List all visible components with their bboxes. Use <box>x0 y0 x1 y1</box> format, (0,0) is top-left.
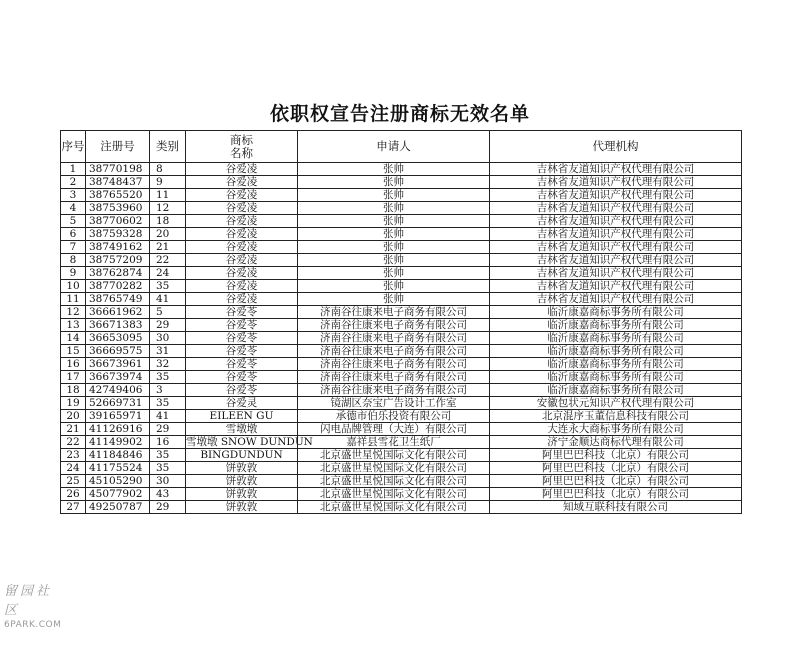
cell-no: 15 <box>61 345 86 358</box>
cell-reg: 38762874 <box>86 267 150 280</box>
cell-no: 21 <box>61 423 86 436</box>
table-row <box>61 371 742 384</box>
cell-agent: 吉林省友道知识产权代理有限公司 <box>490 215 742 228</box>
cell-class: 9 <box>150 176 186 189</box>
cell-agent: 吉林省友道知识产权代理有限公司 <box>490 163 742 176</box>
cell-reg: 39165971 <box>86 410 150 423</box>
cell-class: 35 <box>150 371 186 384</box>
table-row <box>61 410 742 423</box>
cell-reg: 38765520 <box>86 189 150 202</box>
cell-class: 35 <box>150 280 186 293</box>
cell-applicant: 北京盛世星悦国际文化有限公司 <box>298 501 490 514</box>
cell-applicant: 张帅 <box>298 163 490 176</box>
cell-mark: 雪墩墩 <box>186 423 298 436</box>
cell-agent: 阿里巴巴科技（北京）有限公司 <box>490 488 742 501</box>
cell-no: 4 <box>61 202 86 215</box>
cell-mark: 谷爱凌 <box>186 202 298 215</box>
header-reg: 注册号 <box>86 131 150 163</box>
cell-applicant: 镜湖区奈宝广告设计工作室 <box>298 397 490 410</box>
table-row <box>61 462 742 475</box>
cell-no: 23 <box>61 449 86 462</box>
cell-reg: 36671383 <box>86 319 150 332</box>
cell-reg: 38770602 <box>86 215 150 228</box>
cell-agent: 吉林省友道知识产权代理有限公司 <box>490 267 742 280</box>
cell-class: 29 <box>150 423 186 436</box>
cell-reg: 42749406 <box>86 384 150 397</box>
cell-class: 5 <box>150 306 186 319</box>
cell-reg: 38765749 <box>86 293 150 306</box>
cell-mark: 谷爱凌 <box>186 293 298 306</box>
cell-agent: 临沂康嘉商标事务所有限公司 <box>490 345 742 358</box>
cell-applicant: 北京盛世星悦国际文化有限公司 <box>298 449 490 462</box>
cell-class: 35 <box>150 449 186 462</box>
cell-class: 16 <box>150 436 186 449</box>
cell-no: 25 <box>61 475 86 488</box>
table-row <box>61 241 742 254</box>
cell-mark: 谷爱苓 <box>186 371 298 384</box>
watermark-domain: 6PARK.COM <box>4 620 62 630</box>
cell-agent: 吉林省友道知识产权代理有限公司 <box>490 228 742 241</box>
cell-applicant: 张帅 <box>298 293 490 306</box>
cell-applicant: 张帅 <box>298 228 490 241</box>
cell-applicant: 张帅 <box>298 267 490 280</box>
cell-agent: 吉林省友道知识产权代理有限公司 <box>490 280 742 293</box>
cell-class: 21 <box>150 241 186 254</box>
cell-class: 35 <box>150 462 186 475</box>
cell-applicant: 济南谷往康来电子商务有限公司 <box>298 358 490 371</box>
cell-mark: 谷爱凌 <box>186 215 298 228</box>
cell-class: 22 <box>150 254 186 267</box>
cell-reg: 38770198 <box>86 163 150 176</box>
document-title: 依职权宣告注册商标无效名单 <box>269 103 530 125</box>
cell-applicant: 济南谷往康来电子商务有限公司 <box>298 371 490 384</box>
cell-mark: 谷爱苓 <box>186 319 298 332</box>
table-row <box>61 215 742 228</box>
cell-no: 27 <box>61 501 86 514</box>
table-row <box>61 332 742 345</box>
header-mark <box>186 131 298 163</box>
cell-class: 31 <box>150 345 186 358</box>
cell-agent: 临沂康嘉商标事务所有限公司 <box>490 358 742 371</box>
cell-reg: 45105290 <box>86 475 150 488</box>
table-row <box>61 423 742 436</box>
cell-applicant: 张帅 <box>298 189 490 202</box>
cell-no: 3 <box>61 189 86 202</box>
header-no: 序号 <box>61 131 86 163</box>
cell-applicant: 张帅 <box>298 280 490 293</box>
cell-no: 9 <box>61 267 86 280</box>
cell-agent: 临沂康嘉商标事务所有限公司 <box>490 371 742 384</box>
cell-class: 12 <box>150 202 186 215</box>
cell-class: 18 <box>150 215 186 228</box>
table-row <box>61 436 742 449</box>
cell-applicant: 承德市伯乐投资有限公司 <box>298 410 490 423</box>
cell-reg: 36673974 <box>86 371 150 384</box>
cell-agent: 吉林省友道知识产权代理有限公司 <box>490 202 742 215</box>
cell-no: 14 <box>61 332 86 345</box>
table-row <box>61 202 742 215</box>
watermark-logo-text: 留园社区 <box>4 584 53 618</box>
cell-reg: 36661962 <box>86 306 150 319</box>
cell-applicant: 张帅 <box>298 176 490 189</box>
cell-agent: 阿里巴巴科技（北京）有限公司 <box>490 475 742 488</box>
cell-mark: 谷爱凌 <box>186 189 298 202</box>
table-row <box>61 280 742 293</box>
table-row <box>61 189 742 202</box>
table-row <box>61 488 742 501</box>
cell-mark: 谷爱凌 <box>186 228 298 241</box>
cell-mark: 谷爱苓 <box>186 384 298 397</box>
cell-class: 43 <box>150 488 186 501</box>
cell-no: 10 <box>61 280 86 293</box>
cell-class: 30 <box>150 475 186 488</box>
table-row <box>61 163 742 176</box>
cell-mark: 谷爱凌 <box>186 267 298 280</box>
cell-agent: 吉林省友道知识产权代理有限公司 <box>490 241 742 254</box>
cell-no: 17 <box>61 371 86 384</box>
cell-mark: 饼敦敦 <box>186 475 298 488</box>
cell-mark: 谷爱凌 <box>186 163 298 176</box>
cell-agent: 吉林省友道知识产权代理有限公司 <box>490 254 742 267</box>
cell-mark: EILEEN GU <box>186 410 298 423</box>
table-row <box>61 228 742 241</box>
cell-reg: 41175524 <box>86 462 150 475</box>
cell-agent: 吉林省友道知识产权代理有限公司 <box>490 176 742 189</box>
table-row <box>61 345 742 358</box>
cell-no: 19 <box>61 397 86 410</box>
cell-no: 22 <box>61 436 86 449</box>
cell-no: 1 <box>61 163 86 176</box>
table-row <box>61 384 742 397</box>
cell-agent: 临沂康嘉商标事务所有限公司 <box>490 332 742 345</box>
cell-no: 6 <box>61 228 86 241</box>
cell-agent: 吉林省友道知识产权代理有限公司 <box>490 293 742 306</box>
cell-reg: 38748437 <box>86 176 150 189</box>
cell-mark: 谷爱凌 <box>186 176 298 189</box>
cell-mark: BINGDUNDUN <box>186 449 298 462</box>
cell-no: 5 <box>61 215 86 228</box>
cell-applicant: 张帅 <box>298 254 490 267</box>
header-class: 类别 <box>150 131 186 163</box>
cell-class: 3 <box>150 384 186 397</box>
cell-mark: 饼敦敦 <box>186 462 298 475</box>
cell-mark: 谷爱凌 <box>186 241 298 254</box>
table-row <box>61 293 742 306</box>
cell-agent: 北京混序玉董信息科技有限公司 <box>490 410 742 423</box>
cell-no: 11 <box>61 293 86 306</box>
cell-applicant: 济南谷往康来电子商务有限公司 <box>298 384 490 397</box>
cell-mark: 谷爱灵 <box>186 397 298 410</box>
cell-applicant: 张帅 <box>298 241 490 254</box>
header-mark-line1: 商标 <box>230 132 253 147</box>
table-row <box>61 501 742 514</box>
trademark-table <box>60 130 742 514</box>
table-header-row <box>61 131 742 163</box>
cell-reg: 38770282 <box>86 280 150 293</box>
table-row <box>61 475 742 488</box>
table-row <box>61 176 742 189</box>
cell-reg: 52669731 <box>86 397 150 410</box>
cell-agent: 吉林省友道知识产权代理有限公司 <box>490 189 742 202</box>
cell-class: 29 <box>150 319 186 332</box>
table-row <box>61 306 742 319</box>
cell-class: 11 <box>150 189 186 202</box>
cell-agent: 临沂康嘉商标事务所有限公司 <box>490 319 742 332</box>
cell-applicant: 北京盛世星悦国际文化有限公司 <box>298 475 490 488</box>
cell-applicant: 济南谷往康来电子商务有限公司 <box>298 306 490 319</box>
cell-class: 41 <box>150 410 186 423</box>
header-applicant: 申请人 <box>298 131 490 163</box>
cell-agent: 阿里巴巴科技（北京）有限公司 <box>490 449 742 462</box>
cell-applicant: 北京盛世星悦国际文化有限公司 <box>298 462 490 475</box>
cell-reg: 45077902 <box>86 488 150 501</box>
cell-reg: 41149902 <box>86 436 150 449</box>
header-agent: 代理机构 <box>490 131 742 163</box>
cell-agent: 临沂康嘉商标事务所有限公司 <box>490 384 742 397</box>
table-row <box>61 267 742 280</box>
cell-agent: 临沂康嘉商标事务所有限公司 <box>490 306 742 319</box>
cell-reg: 38749162 <box>86 241 150 254</box>
cell-class: 24 <box>150 267 186 280</box>
cell-class: 29 <box>150 501 186 514</box>
header-mark-line2: 名称 <box>230 145 253 160</box>
cell-mark: 谷爱凌 <box>186 280 298 293</box>
cell-no: 18 <box>61 384 86 397</box>
cell-mark: 谷爱苓 <box>186 306 298 319</box>
cell-no: 8 <box>61 254 86 267</box>
cell-agent: 大连永大商标事务所有限公司 <box>490 423 742 436</box>
cell-no: 26 <box>61 488 86 501</box>
watermark <box>4 580 64 630</box>
cell-no: 12 <box>61 306 86 319</box>
cell-applicant: 济南谷往康来电子商务有限公司 <box>298 319 490 332</box>
cell-class: 32 <box>150 358 186 371</box>
cell-reg: 36653095 <box>86 332 150 345</box>
cell-agent: 济宁金顺达商标代理有限公司 <box>490 436 742 449</box>
table-row <box>61 254 742 267</box>
cell-applicant: 闪电品牌管理（大连）有限公司 <box>298 423 490 436</box>
table-row <box>61 397 742 410</box>
cell-applicant: 嘉祥县雪花卫生纸厂 <box>298 436 490 449</box>
cell-reg: 41126916 <box>86 423 150 436</box>
cell-no: 16 <box>61 358 86 371</box>
cell-mark: 谷爱苓 <box>186 332 298 345</box>
cell-mark: 谷爱凌 <box>186 254 298 267</box>
cell-no: 2 <box>61 176 86 189</box>
cell-agent: 知域互联科技有限公司 <box>490 501 742 514</box>
cell-mark: 谷爱苓 <box>186 358 298 371</box>
table-body <box>61 163 742 514</box>
cell-applicant: 济南谷往康来电子商务有限公司 <box>298 345 490 358</box>
cell-mark: 饼敦敦 <box>186 488 298 501</box>
cell-applicant: 北京盛世星悦国际文化有限公司 <box>298 488 490 501</box>
cell-class: 35 <box>150 397 186 410</box>
cell-agent: 安徽包状元知识产权代理有限公司 <box>490 397 742 410</box>
cell-mark: 饼敦敦 <box>186 501 298 514</box>
cell-class: 8 <box>150 163 186 176</box>
cell-class: 20 <box>150 228 186 241</box>
cell-reg: 36669575 <box>86 345 150 358</box>
cell-applicant: 张帅 <box>298 215 490 228</box>
cell-reg: 38759328 <box>86 228 150 241</box>
cell-agent: 阿里巴巴科技（北京）有限公司 <box>490 462 742 475</box>
table-row <box>61 449 742 462</box>
cell-mark: 谷爱苓 <box>186 345 298 358</box>
cell-reg: 38757209 <box>86 254 150 267</box>
cell-applicant: 张帅 <box>298 202 490 215</box>
cell-no: 13 <box>61 319 86 332</box>
cell-no: 7 <box>61 241 86 254</box>
cell-mark: 雪墩墩 SNOW DUNDUN <box>186 436 313 448</box>
table-row <box>61 319 742 332</box>
table-row <box>61 358 742 371</box>
cell-reg: 38753960 <box>86 202 150 215</box>
cell-class: 30 <box>150 332 186 345</box>
cell-reg: 49250787 <box>86 501 150 514</box>
cell-no: 20 <box>61 410 86 423</box>
cell-reg: 36673961 <box>86 358 150 371</box>
cell-no: 24 <box>61 462 86 475</box>
cell-applicant: 济南谷往康来电子商务有限公司 <box>298 332 490 345</box>
cell-class: 41 <box>150 293 186 306</box>
cell-reg: 41184846 <box>86 449 150 462</box>
